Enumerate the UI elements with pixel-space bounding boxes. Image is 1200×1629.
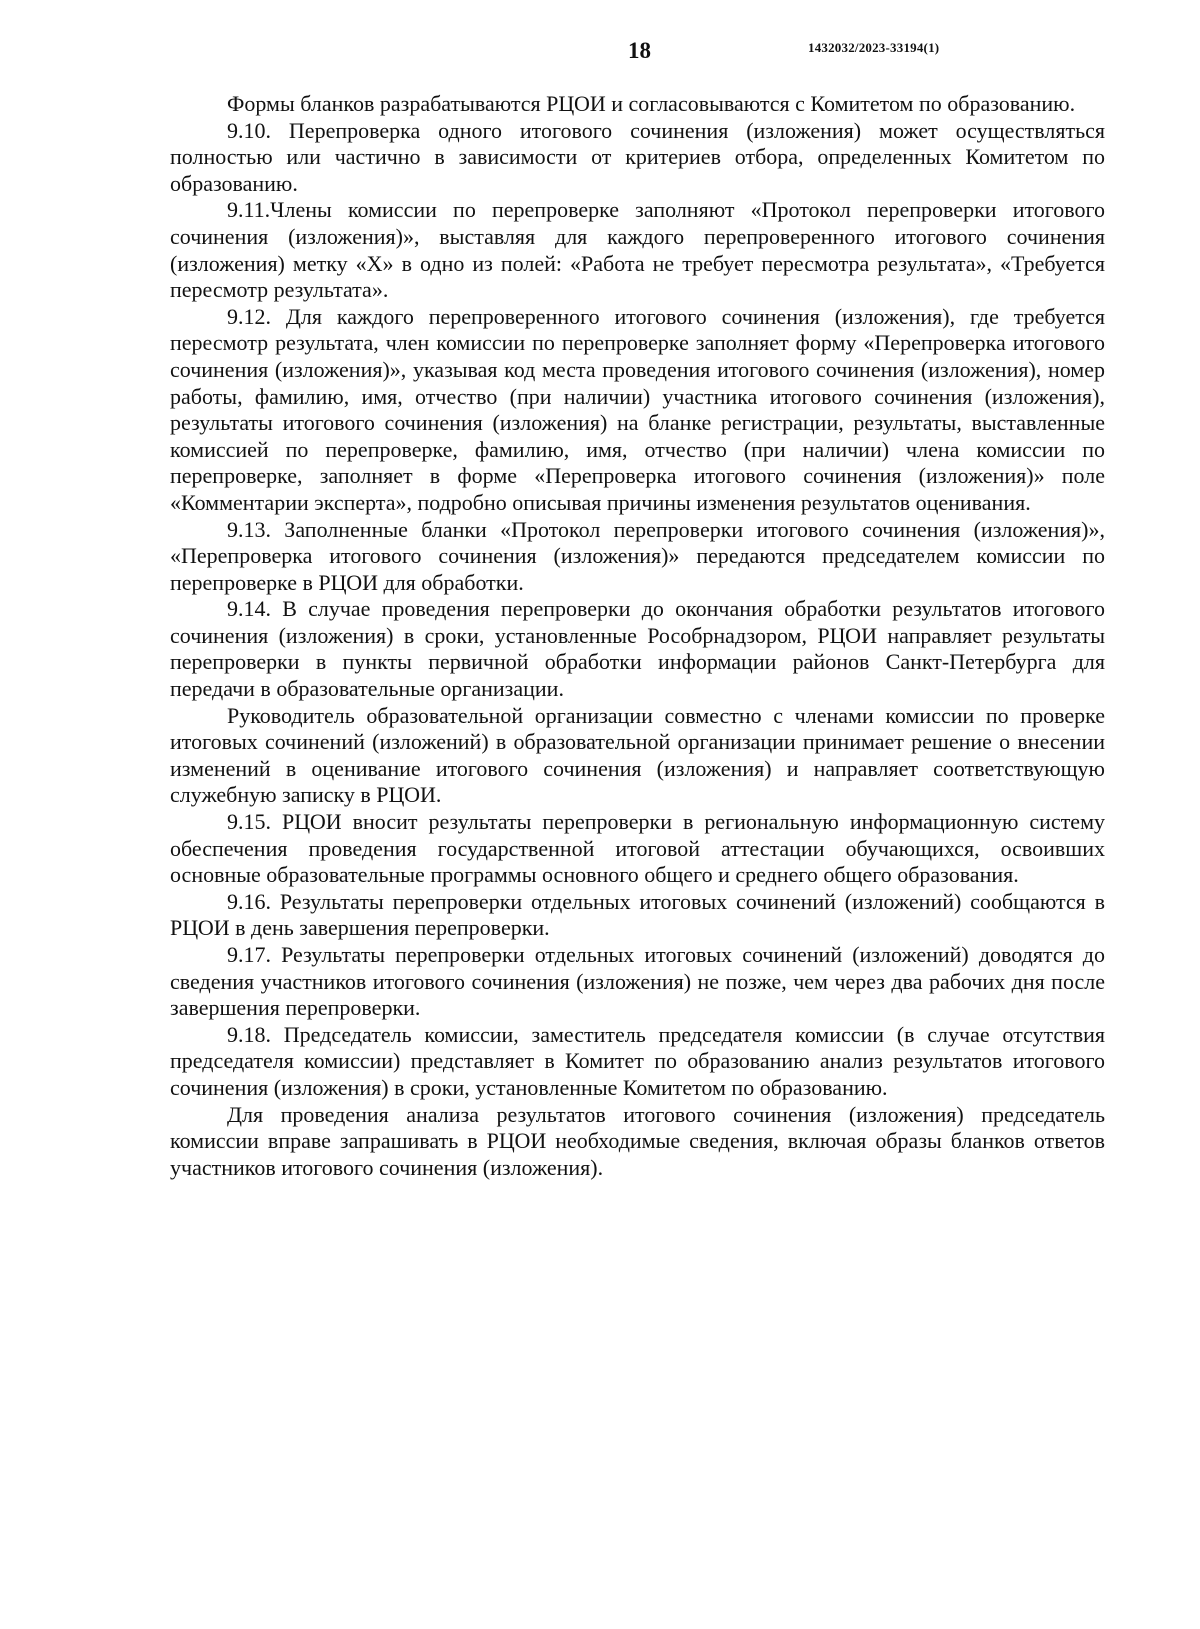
page-number: 18 [628, 38, 651, 63]
paragraph-9-17: 9.17. Результаты перепроверки отдельных итоговых сочинений (изложений) доводятся до сведения участников итогового сочинения (изложения) не позже, чем через два рабочих дня после завершения перепроверки. [170, 942, 1105, 1021]
paragraph-9-12: 9.12. Для каждого перепроверенного итогового сочинения (изложения), где требуется пересмотр результата, член комиссии по перепроверке заполняет форму «Перепроверка итогового сочинения (изложения)», указывая код места проведения итогового сочинения (изложения), номер работы, фамилию, имя, отчество (при наличии) участника итогового сочинения (изложения), результаты итогового сочинения (изложения) на бланке регистрации, результаты, выставленные комиссией по перепроверке, фамилию, имя, отчество (при наличии) члена комиссии по перепроверке, заполняет в форме «Перепроверка итогового сочинения (изложения)» поле «Комментарии эксперта», подробно описывая причины изменения результатов оценивания. [170, 303, 1105, 515]
paragraph-9-13: 9.13. Заполненные бланки «Протокол перепроверки итогового сочинения (изложения)», «Перепроверка итогового сочинения (изложения)» передаются председателем комиссии по перепроверке в РЦОИ для обработки. [170, 516, 1105, 595]
paragraph-9-10: 9.10. Перепроверка одного итогового сочинения (изложения) может осуществляться полностью или частично в зависимости от критериев отбора, определенных Комитетом по образованию. [170, 117, 1105, 196]
document-id: 1432032/2023-33194(1) [808, 40, 940, 55]
paragraph-9-15: 9.15. РЦОИ вносит результаты перепроверки в региональную информационную систему обеспечения проведения государственной итоговой аттестации обучающихся, освоивших основные образовательные программы основного общего и среднего общего образования. [170, 809, 1105, 888]
paragraph-head-decision: Руководитель образовательной организации совместно с членами комиссии по проверке итоговых сочинений (изложений) в образовательной организации принимает решение о внесении изменений в оценивание итогового сочинения (изложения) и направляет соответствующую служебную записку в РЦОИ. [170, 702, 1105, 808]
document-body [170, 91, 1105, 1181]
paragraph-9-18: 9.18. Председатель комиссии, заместитель председателя комиссии (в случае отсутствия председателя комиссии) представляет в Комитет по образованию анализ результатов итогового сочинения (изложения) в сроки, установленные Комитетом по образованию. [170, 1021, 1105, 1100]
paragraph-9-14: 9.14. В случае проведения перепроверки до окончания обработки результатов итогового сочинения (изложения) в сроки, установленные Рособрнадзором, РЦОИ направляет результаты перепроверки в пункты первичной обработки информации районов Санкт-Петербурга для передачи в образовательные организации. [170, 596, 1105, 702]
paragraph-9-11: 9.11.Члены комиссии по перепроверке заполняют «Протокол перепроверки итогового сочинения (изложения)», выставляя для каждого перепроверенного итогового сочинения (изложения) метку «X» в одно из полей: «Работа не требует пересмотра результата», «Требуется пересмотр результата». [170, 197, 1105, 303]
paragraph-analysis: Для проведения анализа результатов итогового сочинения (изложения) председатель комиссии вправе запрашивать в РЦОИ необходимые сведения, включая образы бланков ответов участников итогового сочинения (изложения). [170, 1101, 1105, 1180]
paragraph-9-16: 9.16. Результаты перепроверки отдельных итоговых сочинений (изложений) сообщаются в РЦОИ в день завершения перепроверки. [170, 888, 1105, 941]
paragraph-forms: Формы бланков разрабатываются РЦОИ и согласовываются с Комитетом по образованию. [227, 91, 1076, 116]
